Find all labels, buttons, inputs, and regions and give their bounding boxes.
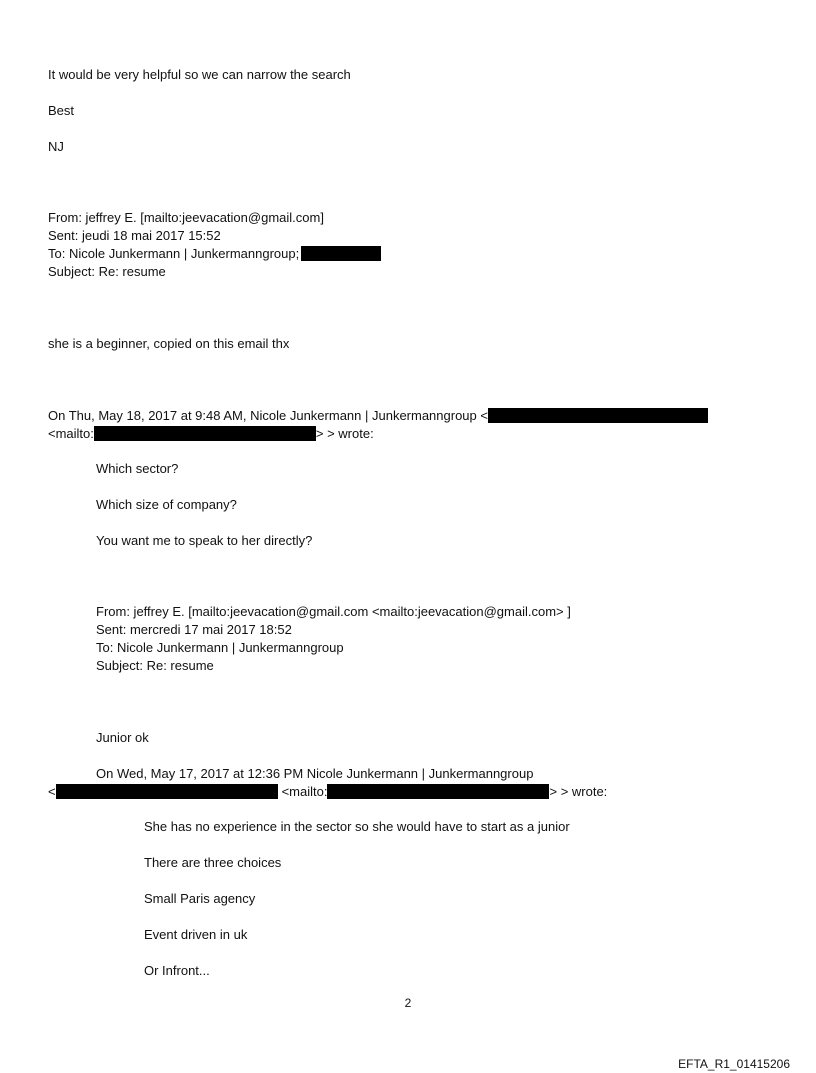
header1-to: To: Nicole Junkermann | Junkermanngroup; — [48, 246, 300, 261]
quote2-mailto-line — [48, 784, 607, 800]
reply2-body: Junior ok — [96, 730, 149, 745]
header2-from: From: jeffrey E. [mailto:jeevacation@gmail.com <mailto:jeevacation@gmail.com> ] — [96, 604, 571, 619]
quote1-q3: You want me to speak to her directly? — [96, 533, 313, 548]
header1-from: From: jeffrey E. [mailto:jeevacation@gmail.com] — [48, 210, 324, 225]
quote2-attribution: On Wed, May 17, 2017 at 12:36 PM Nicole Junkermann | Junkermanngroup — [96, 766, 534, 781]
redaction-box — [327, 784, 549, 799]
header1-subject: Subject: Re: resume — [48, 264, 166, 279]
header1-to-line — [48, 246, 381, 262]
quote2-mailto-prefix: <mailto: — [281, 784, 328, 799]
quote1-q2: Which size of company? — [96, 497, 237, 512]
quote2-p3: Small Paris agency — [144, 891, 256, 906]
quote2-p2: There are three choices — [144, 855, 282, 870]
body-line-narrow-search: It would be very helpful so we can narrow the search — [48, 67, 351, 82]
redaction-box — [56, 784, 278, 799]
quote2-mailto-suffix: > > wrote: — [549, 784, 608, 799]
header2-to: To: Nicole Junkermann | Junkermanngroup — [96, 640, 344, 655]
bates-number: EFTA_R1_01415206 — [678, 1057, 790, 1071]
quote1-mailto-suffix: > > wrote: — [315, 426, 374, 441]
quote2-p4: Event driven in uk — [144, 927, 248, 942]
quote1-attribution-line — [48, 408, 708, 424]
redaction-box — [94, 426, 316, 441]
redaction-box — [488, 408, 708, 423]
reply1-body: she is a beginner, copied on this email thx — [48, 336, 290, 351]
quote1-mailto-prefix: <mailto: — [48, 426, 94, 441]
page-number: 2 — [404, 996, 412, 1010]
quote2-open-bracket: < — [48, 784, 56, 799]
quote1-q1: Which sector? — [96, 461, 179, 476]
quote2-p1: She has no experience in the sector so she would have to start as a junior — [144, 819, 570, 834]
header2-subject: Subject: Re: resume — [96, 658, 214, 673]
header2-sent: Sent: mercredi 17 mai 2017 18:52 — [96, 622, 292, 637]
signature-nj: NJ — [48, 139, 64, 154]
quote1-mailto-line — [48, 426, 374, 442]
redaction-box — [301, 246, 381, 261]
quote2-p5: Or Infront... — [144, 963, 210, 978]
quote1-attribution: On Thu, May 18, 2017 at 9:48 AM, Nicole Junkermann | Junkermanngroup < — [48, 408, 488, 423]
header1-sent: Sent: jeudi 18 mai 2017 15:52 — [48, 228, 221, 243]
closing-best: Best — [48, 103, 75, 118]
